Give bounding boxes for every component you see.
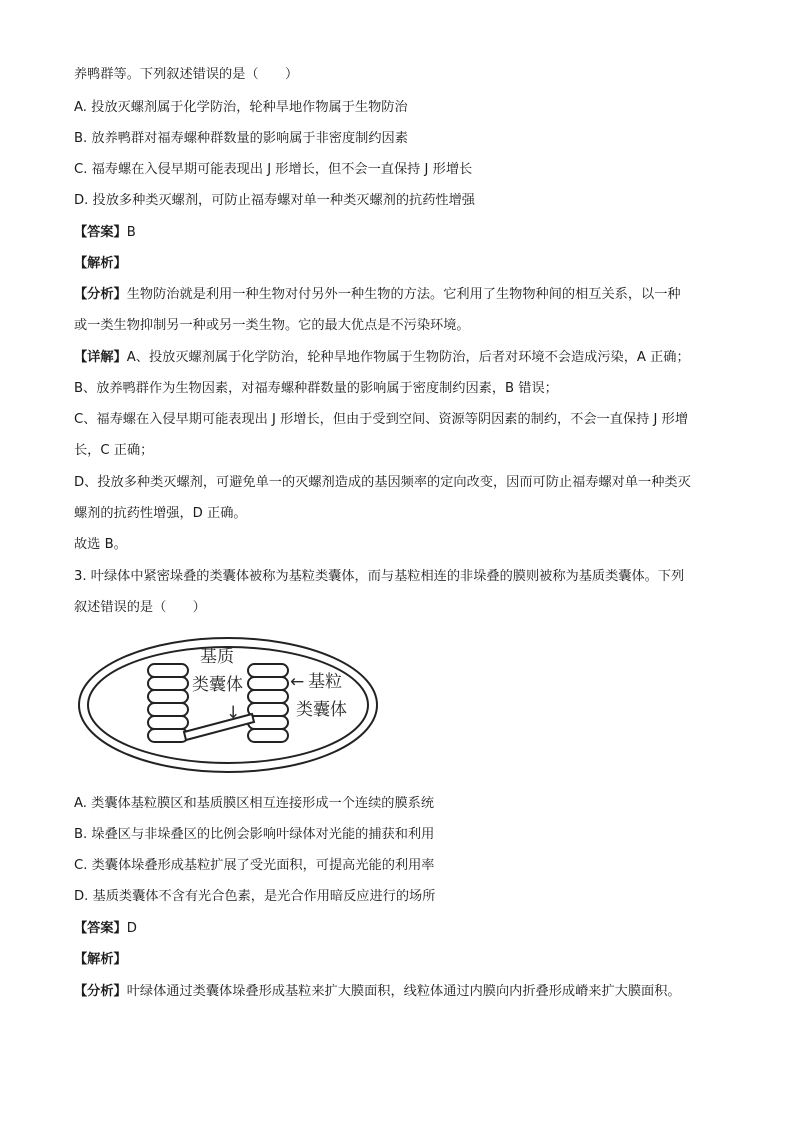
arrow-down: ↓ [226,703,241,723]
q3-analysis-tag: 【解析】 [74,952,127,967]
granum-right [248,664,288,742]
q2-xiangjie-line-3: C、福寿螺在入侵早期可能表现出 J 形增长，但由于受到空间、资源等阴因素的制约，不会一直保持 J 形增 [74,412,689,427]
q2-option-b: B. 放养鸭群对福寿螺种群数量的影响属于非密度制约因素 [74,131,408,146]
q2-xiangjie-line-1 [74,349,722,367]
q3-fenxi-tag: 【分析】 [74,984,127,999]
q2-conclusion: 故选 B。 [74,537,127,552]
q3-answer-value: D [126,921,137,936]
q3-option-b: B. 垛叠区与非垛叠区的比例会影响叶绿体对光能的捕获和利用 [74,827,435,842]
stroma-lamella [184,714,254,740]
q3-option-a: A. 类囊体基粒膜区和基质膜区相互连接形成一个连续的膜系统 [74,796,435,811]
granum-left [148,664,188,742]
q2-fenxi-line-2: 或一类生物抑制另一种或另一类生物。它的最大优点是不污染环境。 [74,318,470,333]
q2-xiangjie-line-2: B、放养鸭群作为生物因素，对福寿螺种群数量的影响属于密度制约因素，B 错误； [74,381,558,396]
q2-fenxi-text-1: 生物防治就是利用一种生物对付另外一种生物的方法。它利用了生物物种间的相互关系，以一种 [126,287,681,302]
q2-fenxi-line-1 [74,286,722,304]
q2-xiangjie-text-1: A、投放灭螺剂属于化学防治，轮种旱地作物属于生物防治，后者对环境不会造成污染，A 正确； [126,350,690,365]
q3-answer [74,920,722,938]
q2-xiangjie-tag: 【详解】 [74,350,127,365]
q2-answer-tag: 【答案】 [74,225,127,240]
q3-option-d: D. 基质类囊体不含有光合色素，是光合作用暗反应进行的场所 [74,889,436,904]
q3-stem-line-2: 叙述错误的是（ ） [74,600,206,615]
q2-analysis-tag: 【解析】 [74,256,127,271]
arrow-left: ← [290,672,305,692]
q2-option-d: D. 投放多种类灭螺剂，可防止福寿螺对单一种类灭螺剂的抗药性增强 [74,193,475,208]
q2-xiangjie-line-4: 长，C 正确； [74,443,154,458]
label-granum-line2: 类囊体 [296,700,347,720]
q3-fenxi-text: 叶绿体通过类囊体垛叠形成基粒来扩大膜面积，线粒体通过内膜向内折叠形成嵴来扩大膜面积。 [126,984,681,999]
q2-stem-tail: 养鸭群等。下列叙述错误的是（ ） [74,67,299,82]
q2-answer-value: B [126,225,136,240]
q2-answer [74,224,722,242]
q2-fenxi-tag: 【分析】 [74,287,127,302]
q3-stem-line-1: 3. 叶绿体中紧密垛叠的类囊体被称为基粒类囊体，而与基粒相连的非垛叠的膜则被称为基质类囊体。下列 [74,569,685,584]
q2-xiangjie-line-6: 螺剂的抗药性增强，D 正确。 [74,506,247,521]
label-stroma-line2: 类囊体 [192,675,243,695]
q2-xiangjie-line-5: D、投放多种类灭螺剂，可避免单一的灭螺剂造成的基因频率的定向改变，因而可防止福寿螺对单一种类灭 [74,475,691,490]
q2-option-c: C. 福寿螺在入侵早期可能表现出 J 形增长，但不会一直保持 J 形增长 [74,162,473,177]
q3-option-c: C. 类囊体垛叠形成基粒扩展了受光面积，可提高光能的利用率 [74,858,435,873]
q2-analysis-heading [74,255,722,273]
q3-fenxi-line [74,983,722,1001]
q3-answer-tag: 【答案】 [74,921,127,936]
label-granum-line1: 基粒 [308,672,342,692]
q2-option-a: A. 投放灭螺剂属于化学防治，轮种旱地作物属于生物防治 [74,100,408,115]
chloroplast-diagram [76,634,382,778]
q3-analysis-heading [74,951,722,969]
label-stroma-line1: 基质 [200,647,234,667]
